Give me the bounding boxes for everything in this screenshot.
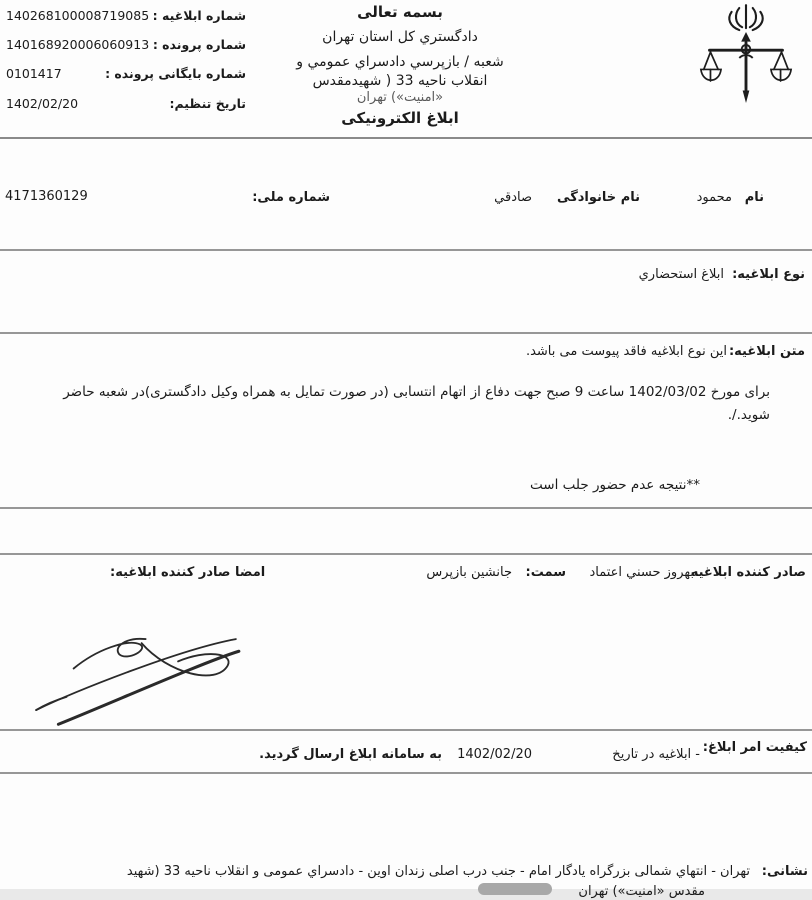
notice-body-label: متن ابلاغیه: bbox=[728, 344, 805, 359]
absence-warning-text: **نتیجه عدم حضور جلب است bbox=[530, 477, 700, 493]
notice-type-value: ابلاغ استحضاري bbox=[638, 267, 724, 282]
issuer-signature-label: امضا صادر کننده ابلاغیه: bbox=[110, 565, 266, 580]
first-name-value: محمود bbox=[696, 190, 732, 205]
besmellah-text: بسمه تعالی bbox=[357, 3, 443, 21]
case-number-value: 140168920006060913 bbox=[6, 37, 150, 52]
org-name-line3: انقلاب ناحیه 33 ( شهیدمقدس bbox=[312, 73, 488, 89]
last-name-value: صادقي bbox=[494, 190, 532, 205]
case-number-label: شماره پرونده : bbox=[152, 37, 246, 52]
header-center-block bbox=[230, 0, 570, 127]
attachment-note-text: این نوع ابلاغیه فاقد پیوست می باشد. bbox=[525, 344, 727, 359]
notice-number-value: 140268100008719085 bbox=[6, 8, 150, 23]
address-line2-clipped: مقدس «امنیت») تهران bbox=[578, 884, 705, 899]
national-id-label: شماره ملی: bbox=[252, 190, 330, 205]
archive-number-label: شماره بایگانی پرونده : bbox=[105, 66, 246, 81]
separator-5 bbox=[0, 729, 812, 731]
bottom-edge-artifact bbox=[478, 883, 552, 895]
separator-3 bbox=[0, 507, 812, 509]
delivery-entry-prefix: - ابلاغیه در تاریخ bbox=[612, 747, 700, 762]
org-name-line2: شعبه / بازپرسي دادسراي عمومي و bbox=[296, 54, 504, 70]
org-name-line4: «امنیت») تهران bbox=[356, 90, 444, 105]
issuer-name: بهروز حسني اعتماد bbox=[589, 565, 694, 580]
national-id-value: 4171360129 bbox=[5, 189, 88, 204]
archive-number-value: 0101417 bbox=[6, 66, 62, 81]
issue-date-label: تاریخ تنظیم: bbox=[169, 96, 246, 111]
judiciary-scales-icon bbox=[698, 0, 794, 112]
address-label: نشانی: bbox=[761, 864, 808, 879]
issue-date-value: 1402/02/20 bbox=[6, 96, 79, 111]
notice-number-label: شماره ابلاغیه : bbox=[152, 8, 246, 23]
document-title: ابلاغ الکترونیکی bbox=[341, 109, 459, 127]
last-name-label: نام خانوادگی bbox=[557, 190, 640, 205]
delivery-entry-suffix: به سامانه ابلاغ ارسال گردید. bbox=[259, 747, 442, 762]
org-name-line1: دادگستري کل استان تهران bbox=[322, 29, 478, 45]
issuer-role-label: سمت: bbox=[525, 565, 566, 580]
summons-paragraph: برای مورخ 1402/03/02 ساعت 9 صبح جهت دفاع از اتهام انتسابی (در صورت تمایل به همراه وکیل دادگستری)در شعبه حاضر شوید./. bbox=[63, 384, 770, 423]
separator-6 bbox=[0, 772, 812, 774]
first-name-label: نام bbox=[744, 190, 764, 205]
separator-1 bbox=[0, 249, 812, 251]
notice-type-label: نوع ابلاغیه: bbox=[732, 267, 805, 282]
delivery-entry-date: 1402/02/20 bbox=[457, 747, 532, 762]
issuer-role-value: جانشین بازپرس bbox=[426, 565, 512, 580]
separator-2 bbox=[0, 332, 812, 334]
issuer-label: صادر کننده ابلاغیه bbox=[690, 565, 806, 580]
separator-4 bbox=[0, 553, 812, 555]
handwritten-signature bbox=[28, 610, 246, 728]
delivery-label: کیفیت امر ابلاغ: bbox=[702, 740, 807, 755]
separator-header bbox=[0, 137, 812, 139]
address-line1: تهران - انتهاي شمالی بزرگراه یادگار امام - جنب درب اصلی زندان اوین - دادسراي عمومی و انقلاب ناحیه 33 (شهید bbox=[126, 864, 750, 879]
